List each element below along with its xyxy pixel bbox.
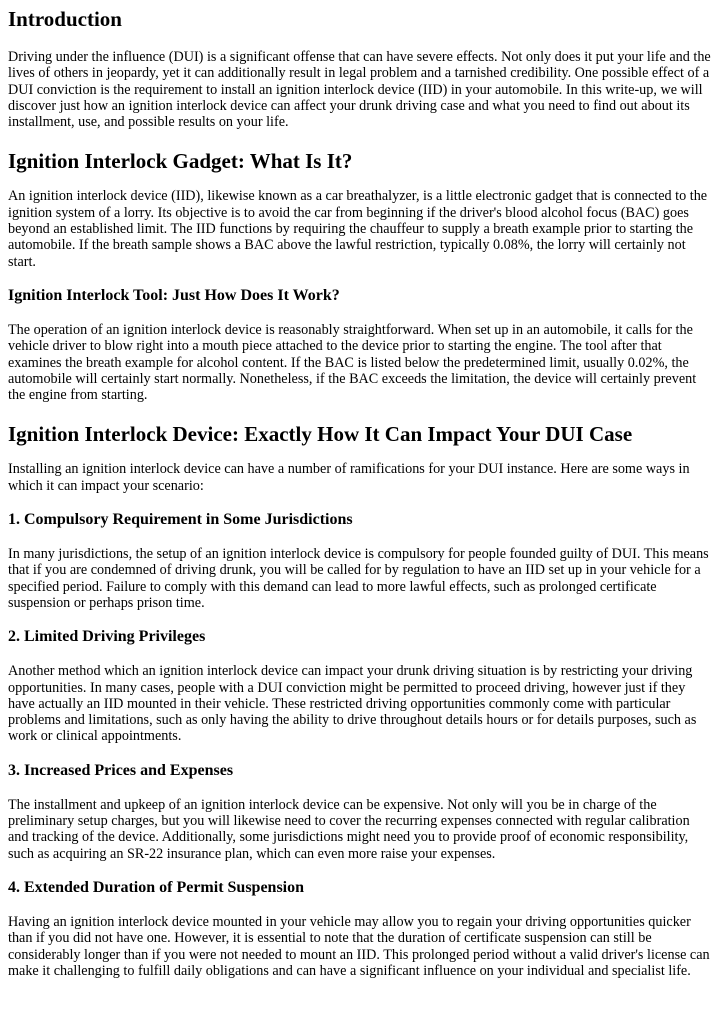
intro-paragraph: Driving under the influence (DUI) is a significant offense that can have severe effects. Not only does it put your life and the lives of others in jeopardy, yet it can additionally result in legal problem and a tarnished credibility. One possible effect of a DUI conviction is the requirement to install an ignition interlock device (IID) in your automobile. In this write-up, we will discover just how an ignition interlock device can affect your drunk driving case and what you need to find out about its installment, use, and possible results on your life. (8, 49, 711, 131)
how-it-works-paragraph: The operation of an ignition interlock device is reasonably straightforward. When set up in an automobile, it calls for the vehicle driver to blow right into a mouth piece attached to the device prior to starting the engine. The tool after that examines the breath example for alcohol content. If the BAC is listed below the predetermined limit, usually 0.02%, the automobile will certainly start normally. Nonetheless, if the BAC exceeds the limitation, the device will certainly prevent the engine from starting. (8, 321, 697, 404)
impact-paragraph: Installing an ignition interlock device can have a number of ramifications for your DUI instance. Here are some ways in which it can impact your scenario: (8, 461, 690, 494)
section-paragraph: The installment and upkeep of an ignition interlock device can be expensive. Not only will you be in charge of the preliminary setup charges, but you will likewise need to cover the recurring expenses connected with regular calibration and tracking of the device. Additionally, some jurisdictions might need you to provide proof of economic responsibility, such as acquiring an SR-22 insurance plan, which can even more raise your expenses. (8, 796, 690, 862)
what-is-it-paragraph: An ignition interlock device (IID), likewise known as a car breathalyzer, is a little electronic gadget that is connected to the ignition system of a lorry. Its objective is to avoid the car from beginning if the driver's blood alcohol focus (BAC) goes beyond an established limit. The IID functions by requiring the chauffeur to supply a breath example prior to starting the automobile. If the breath sample shows a BAC above the lawful restriction, typically 0.08%, the lorry will certainly not start. (8, 188, 708, 270)
intro-heading: Introduction (8, 7, 122, 31)
section-paragraph: Another method which an ignition interlock device can impact your drunk driving situation is by restricting your driving opportunities. In many cases, people with a DUI conviction might be permitted to proceed driving, however just if they have actually an IID mounted in their vehicle. These restricted driving opportunities commonly come with particular problems and limitations, such as only having the ability to drive throughout details hours or for details purposes, such as work or clinical appointments. (8, 663, 697, 745)
impact-heading: Ignition Interlock Device: Exactly How It Can Impact Your DUI Case (8, 422, 633, 447)
section-heading: 4. Extended Duration of Permit Suspension (8, 878, 305, 896)
section-heading: 1. Compulsory Requirement in Some Jurisdictions (8, 511, 353, 529)
what-is-it-heading: Ignition Interlock Gadget: What Is It? (8, 149, 353, 174)
section-paragraph: Having an ignition interlock device mounted in your vehicle may allow you to regain your driving opportunities quicker than if you did not have one. However, it is essential to note that the duration of certificate suspension can still be considerably longer than if you were not needed to mount an IID. This prolonged period without a valid driver's license can make it challenging to fulfill daily obligations and can have a significant influence on your individual and specialist life. (8, 913, 710, 979)
section-heading: 2. Limited Driving Privileges (8, 628, 206, 646)
article (0, 6, 720, 979)
section-heading: 3. Increased Prices and Expenses (8, 761, 234, 779)
section-paragraph: In many jurisdictions, the setup of an ignition interlock device is compulsory for people founded guilty of DUI. This means that if you are condemned of driving drunk, you will be called for by regulation to have an IID set up in your vehicle for a specified period. Failure to comply with this demand can lead to more lawful effects, such as prolonged certificate suspension or perhaps prison time. (8, 546, 709, 611)
how-it-works-heading: Ignition Interlock Tool: Just How Does It Work? (8, 286, 340, 304)
